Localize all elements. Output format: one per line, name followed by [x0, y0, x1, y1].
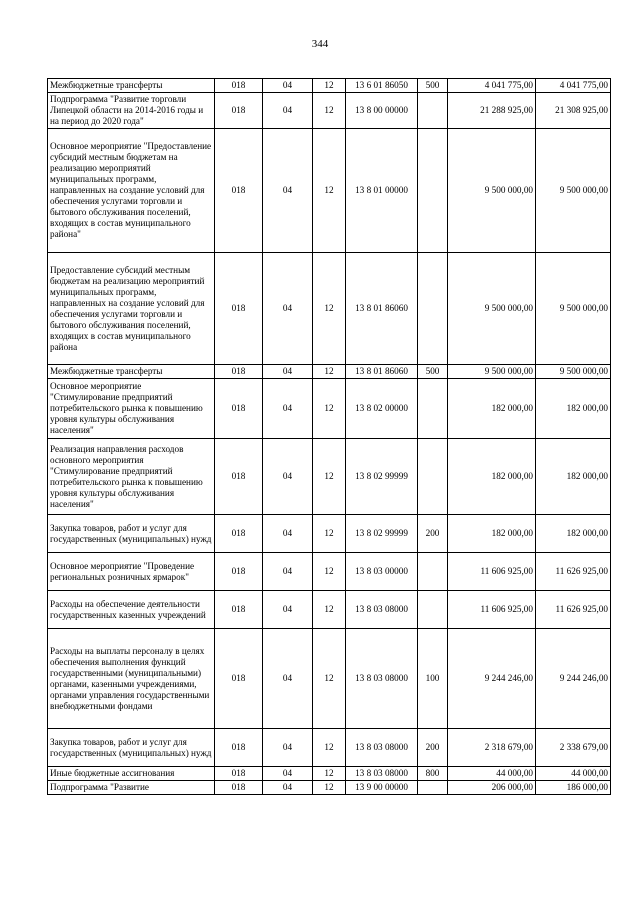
cell-expense-type: 200 — [418, 729, 448, 767]
table-row — [48, 729, 611, 767]
cell-expense-type — [418, 253, 448, 365]
cell-amount-2: 2 338 679,00 — [536, 729, 611, 767]
cell-amount-2: 182 000,00 — [536, 439, 611, 515]
cell-amount-2: 186 000,00 — [536, 781, 611, 795]
table-row — [48, 553, 611, 591]
cell-name: Закупка товаров, работ и услуг для государственных (муниципальных) нужд — [48, 515, 215, 553]
cell-target-article: 13 9 00 00000 — [346, 781, 418, 795]
cell-expense-type — [418, 591, 448, 629]
cell-name: Подпрограмма "Развитие торговли Липецкой области на 2014-2016 годы и на период до 2020 года" — [48, 93, 215, 129]
cell-amount-2: 44 000,00 — [536, 767, 611, 781]
cell-section-code: 04 — [263, 79, 313, 93]
cell-subsection-code: 12 — [313, 253, 346, 365]
cell-section-code: 04 — [263, 515, 313, 553]
cell-name: Предоставление субсидий местным бюджетам на реализацию мероприятий муниципальных программ, направленных на создание условий для обеспечения услугами торговли и бытового обслуживания поселений, входящих в состав муниципального района — [48, 253, 215, 365]
cell-name: Межбюджетные трансферты — [48, 365, 215, 379]
cell-amount-2: 9 244 246,00 — [536, 629, 611, 729]
cell-target-article: 13 8 03 08000 — [346, 767, 418, 781]
cell-subsection-code: 12 — [313, 129, 346, 253]
cell-target-article: 13 8 03 08000 — [346, 729, 418, 767]
page-number: 344 — [311, 38, 329, 50]
cell-subsection-code: 12 — [313, 365, 346, 379]
cell-name: Основное мероприятие "Стимулирование предприятий потребительского рынка к повышению уровня культуры обслуживания населения" — [48, 379, 215, 439]
cell-name: Основное мероприятие "Проведение региональных розничных ярмарок" — [48, 553, 215, 591]
cell-name: Закупка товаров, работ и услуг для государственных (муниципальных) нужд — [48, 729, 215, 767]
cell-expense-type: 500 — [418, 365, 448, 379]
cell-amount-2: 9 500 000,00 — [536, 365, 611, 379]
cell-subsection-code: 12 — [313, 781, 346, 795]
cell-target-article: 13 8 00 00000 — [346, 93, 418, 129]
table-row — [48, 379, 611, 439]
cell-amount-1: 9 500 000,00 — [448, 365, 536, 379]
cell-amount-2: 21 308 925,00 — [536, 93, 611, 129]
cell-target-article: 13 8 02 99999 — [346, 439, 418, 515]
cell-name: Основное мероприятие "Предоставление субсидий местным бюджетам на реализацию мероприятий муниципальных программ, направленных на создание условий для обеспечения услугами торговли и бытового обслуживания поселений, входящих в состав муниципального района" — [48, 129, 215, 253]
cell-expense-type — [418, 379, 448, 439]
cell-expense-type — [418, 553, 448, 591]
cell-section-code: 04 — [263, 129, 313, 253]
cell-target-article: 13 8 01 86060 — [346, 253, 418, 365]
cell-ved-code: 018 — [215, 591, 263, 629]
cell-ved-code: 018 — [215, 365, 263, 379]
cell-ved-code: 018 — [215, 379, 263, 439]
cell-section-code: 04 — [263, 591, 313, 629]
table-row — [48, 515, 611, 553]
cell-name: Межбюджетные трансферты — [48, 79, 215, 93]
cell-ved-code: 018 — [215, 79, 263, 93]
cell-target-article: 13 8 03 08000 — [346, 591, 418, 629]
table-row — [48, 365, 611, 379]
cell-expense-type: 100 — [418, 629, 448, 729]
table-row — [48, 93, 611, 129]
cell-ved-code: 018 — [215, 729, 263, 767]
cell-name: Расходы на обеспечение деятельности государственных казенных учреждений — [48, 591, 215, 629]
cell-section-code: 04 — [263, 553, 313, 591]
cell-subsection-code: 12 — [313, 439, 346, 515]
cell-name: Расходы на выплаты персоналу в целях обеспечения выполнения функций государственными (муниципальными) органами, казенными учреждениями, органами управления государственными внебюджетными фондами — [48, 629, 215, 729]
table-row — [48, 129, 611, 253]
cell-amount-1: 9 500 000,00 — [448, 129, 536, 253]
cell-amount-1: 2 318 679,00 — [448, 729, 536, 767]
cell-subsection-code: 12 — [313, 553, 346, 591]
cell-amount-1: 182 000,00 — [448, 515, 536, 553]
cell-subsection-code: 12 — [313, 379, 346, 439]
cell-name: Подпрограмма "Развитие — [48, 781, 215, 795]
cell-ved-code: 018 — [215, 515, 263, 553]
cell-target-article: 13 8 02 00000 — [346, 379, 418, 439]
cell-section-code: 04 — [263, 629, 313, 729]
cell-subsection-code: 12 — [313, 767, 346, 781]
cell-subsection-code: 12 — [313, 729, 346, 767]
cell-expense-type — [418, 129, 448, 253]
cell-section-code: 04 — [263, 439, 313, 515]
cell-section-code: 04 — [263, 93, 313, 129]
cell-amount-1: 11 606 925,00 — [448, 553, 536, 591]
cell-name: Реализация направления расходов основного мероприятия "Стимулирование предприятий потребительского рынка к повышению уровня культуры обслуживания населения" — [48, 439, 215, 515]
table-row — [48, 253, 611, 365]
cell-amount-2: 182 000,00 — [536, 515, 611, 553]
cell-subsection-code: 12 — [313, 629, 346, 729]
cell-subsection-code: 12 — [313, 79, 346, 93]
cell-amount-2: 9 500 000,00 — [536, 129, 611, 253]
cell-amount-2: 9 500 000,00 — [536, 253, 611, 365]
cell-subsection-code: 12 — [313, 93, 346, 129]
cell-amount-2: 182 000,00 — [536, 379, 611, 439]
cell-target-article: 13 8 02 99999 — [346, 515, 418, 553]
cell-amount-2: 11 626 925,00 — [536, 553, 611, 591]
cell-expense-type — [418, 781, 448, 795]
cell-subsection-code: 12 — [313, 515, 346, 553]
cell-section-code: 04 — [263, 365, 313, 379]
table-row — [48, 781, 611, 795]
budget-table — [47, 78, 611, 795]
cell-amount-1: 9 244 246,00 — [448, 629, 536, 729]
cell-amount-1: 44 000,00 — [448, 767, 536, 781]
cell-amount-1: 182 000,00 — [448, 379, 536, 439]
cell-amount-1: 21 288 925,00 — [448, 93, 536, 129]
cell-amount-1: 182 000,00 — [448, 439, 536, 515]
cell-target-article: 13 8 01 00000 — [346, 129, 418, 253]
cell-ved-code: 018 — [215, 93, 263, 129]
cell-expense-type: 800 — [418, 767, 448, 781]
cell-target-article: 13 6 01 86050 — [346, 79, 418, 93]
cell-ved-code: 018 — [215, 129, 263, 253]
cell-section-code: 04 — [263, 253, 313, 365]
cell-ved-code: 018 — [215, 767, 263, 781]
cell-amount-1: 4 041 775,00 — [448, 79, 536, 93]
cell-section-code: 04 — [263, 729, 313, 767]
cell-name: Иные бюджетные ассигнования — [48, 767, 215, 781]
cell-ved-code: 018 — [215, 553, 263, 591]
table-row — [48, 79, 611, 93]
cell-expense-type: 200 — [418, 515, 448, 553]
cell-amount-2: 11 626 925,00 — [536, 591, 611, 629]
table-row — [48, 591, 611, 629]
cell-section-code: 04 — [263, 379, 313, 439]
table-row — [48, 767, 611, 781]
cell-amount-1: 11 606 925,00 — [448, 591, 536, 629]
cell-expense-type: 500 — [418, 79, 448, 93]
cell-target-article: 13 8 01 86060 — [346, 365, 418, 379]
cell-expense-type — [418, 439, 448, 515]
cell-ved-code: 018 — [215, 781, 263, 795]
table-row — [48, 629, 611, 729]
cell-target-article: 13 8 03 08000 — [346, 629, 418, 729]
cell-ved-code: 018 — [215, 439, 263, 515]
cell-ved-code: 018 — [215, 253, 263, 365]
cell-expense-type — [418, 93, 448, 129]
cell-section-code: 04 — [263, 781, 313, 795]
cell-subsection-code: 12 — [313, 591, 346, 629]
cell-section-code: 04 — [263, 767, 313, 781]
table-body — [48, 79, 611, 795]
cell-amount-1: 206 000,00 — [448, 781, 536, 795]
cell-ved-code: 018 — [215, 629, 263, 729]
cell-target-article: 13 8 03 00000 — [346, 553, 418, 591]
table-row — [48, 439, 611, 515]
cell-amount-2: 4 041 775,00 — [536, 79, 611, 93]
cell-amount-1: 9 500 000,00 — [448, 253, 536, 365]
